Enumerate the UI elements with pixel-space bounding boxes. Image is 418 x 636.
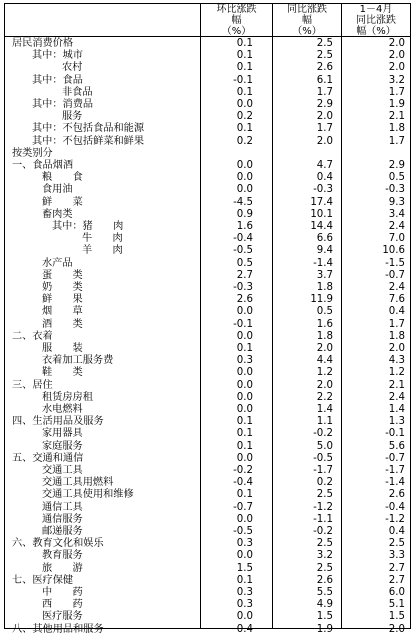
yoy-value: 10.1 bbox=[310, 208, 333, 220]
yoy-value: 0.5 bbox=[316, 306, 333, 318]
row-label: 四、生活用品及服务 bbox=[12, 416, 104, 428]
ytd-value: 1.2 bbox=[388, 367, 405, 379]
mom-value: -4.5 bbox=[233, 196, 253, 208]
mom-value: 0.0 bbox=[236, 391, 253, 403]
header-bottom-border bbox=[4, 36, 410, 37]
ytd-value: 2.0 bbox=[388, 623, 405, 635]
row-label: 水产品 bbox=[42, 257, 73, 269]
row-label: 其中：不包括鲜菜和鲜果 bbox=[32, 135, 145, 147]
table-row bbox=[0, 465, 418, 477]
ytd-value: -0.3 bbox=[385, 184, 405, 196]
ytd-value: 3.4 bbox=[388, 208, 405, 220]
table-row bbox=[0, 514, 418, 526]
table-row bbox=[0, 331, 418, 343]
row-label: 交通工具 bbox=[42, 465, 83, 476]
yoy-value: 2.5 bbox=[316, 538, 333, 550]
ytd-value: 4.3 bbox=[388, 355, 405, 367]
mom-value: -0.5 bbox=[233, 526, 253, 537]
ytd-value: 2.9 bbox=[388, 160, 405, 171]
yoy-value: 2.0 bbox=[316, 343, 333, 354]
row-label: 六、教育文化和娱乐 bbox=[12, 538, 104, 550]
table-row bbox=[0, 209, 418, 221]
table-row bbox=[0, 367, 418, 379]
row-label: 服务 bbox=[62, 111, 83, 123]
row-label: 西 药 bbox=[42, 599, 83, 611]
table-row bbox=[0, 380, 418, 392]
ytd-value: 7.6 bbox=[388, 294, 405, 306]
ytd-value: 9.3 bbox=[388, 196, 405, 208]
header-ytd-line: 同比涨跌 bbox=[356, 14, 396, 26]
ytd-value: 2.0 bbox=[388, 62, 405, 74]
yoy-value: 1.4 bbox=[316, 404, 333, 415]
yoy-value: 2.5 bbox=[316, 489, 333, 501]
header-ytd-line: 幅（%） bbox=[356, 25, 396, 37]
mom-value: 0.3 bbox=[236, 587, 253, 598]
yoy-value: 1.7 bbox=[316, 86, 333, 98]
ytd-value: 2.4 bbox=[388, 221, 405, 232]
table-row bbox=[0, 38, 418, 50]
table-row bbox=[0, 416, 418, 428]
ytd-value: 1.7 bbox=[388, 135, 405, 147]
mom-value: -0.3 bbox=[233, 282, 253, 293]
table-row bbox=[0, 550, 418, 562]
mom-value: 0.1 bbox=[236, 416, 253, 428]
mom-value: 0.0 bbox=[236, 184, 253, 196]
ytd-value: -0.7 bbox=[385, 269, 405, 281]
ytd-value: 2.5 bbox=[388, 538, 405, 550]
row-label: 二、衣着 bbox=[12, 330, 53, 342]
ytd-value: 2.0 bbox=[388, 50, 405, 62]
row-label: 蛋 类 bbox=[42, 269, 83, 281]
row-label: 粮 食 bbox=[42, 172, 83, 184]
row-label: 教育服务 bbox=[42, 550, 83, 562]
row-label: 非食品 bbox=[62, 86, 93, 98]
ytd-value: 2.7 bbox=[388, 562, 405, 574]
table-row bbox=[0, 477, 418, 489]
table-row bbox=[0, 258, 418, 270]
ytd-value: -1.5 bbox=[385, 257, 405, 269]
ytd-value: 2.0 bbox=[388, 343, 405, 354]
mom-value: 0.4 bbox=[236, 623, 253, 635]
row-label: 其中：食品 bbox=[32, 74, 83, 86]
ytd-value: -0.4 bbox=[385, 501, 405, 513]
table-row bbox=[0, 319, 418, 331]
mom-value: 0.0 bbox=[236, 452, 253, 464]
mom-value: 0.1 bbox=[236, 62, 253, 74]
header-mom-line: 幅 bbox=[231, 14, 242, 26]
yoy-value: 0.4 bbox=[316, 172, 333, 184]
mom-value: 0.0 bbox=[236, 513, 253, 525]
header-ytd-line: 1－4月 bbox=[359, 3, 393, 15]
table-row bbox=[0, 172, 418, 184]
table-row bbox=[0, 160, 418, 172]
table-row bbox=[0, 123, 418, 135]
yoy-value: 2.5 bbox=[316, 562, 333, 574]
row-label: 租赁房房租 bbox=[42, 391, 93, 403]
row-label: 酒 类 bbox=[42, 318, 83, 330]
ytd-value: 2.0 bbox=[388, 38, 405, 49]
mom-value: 0.1 bbox=[236, 343, 253, 354]
row-label: 七、医疗保健 bbox=[12, 574, 74, 586]
table-row bbox=[0, 50, 418, 62]
header-mom-line: 环比涨跌 bbox=[216, 3, 257, 15]
ytd-value: -1.2 bbox=[385, 513, 405, 525]
mom-value: 0.5 bbox=[236, 257, 253, 269]
ytd-value: -0.7 bbox=[385, 452, 405, 464]
table-row bbox=[0, 233, 418, 245]
mom-value: 0.0 bbox=[236, 172, 253, 184]
mom-value: 2.6 bbox=[236, 294, 253, 306]
ytd-value: 1.7 bbox=[388, 318, 405, 330]
mom-value: 0.0 bbox=[236, 330, 253, 342]
table-row bbox=[0, 502, 418, 514]
header-mom bbox=[201, 4, 272, 36]
yoy-value: 2.6 bbox=[316, 62, 333, 74]
header-yoy-line: 幅 bbox=[302, 14, 312, 26]
table-row bbox=[0, 282, 418, 294]
row-label: 其中：不包括食品和能源 bbox=[32, 123, 145, 135]
mom-value: -0.7 bbox=[233, 501, 253, 513]
mom-value: 1.6 bbox=[236, 221, 253, 232]
row-label: 其中：消费品 bbox=[32, 99, 94, 110]
yoy-value: 1.7 bbox=[316, 123, 333, 135]
row-label: 中 药 bbox=[42, 587, 83, 598]
row-label: 畜肉类 bbox=[42, 208, 73, 220]
mom-value: -0.2 bbox=[233, 465, 253, 476]
table-row bbox=[0, 136, 418, 148]
yoy-value: 2.9 bbox=[316, 99, 333, 110]
yoy-value: -0.2 bbox=[313, 526, 333, 537]
row-label: 家庭服务 bbox=[42, 440, 83, 452]
mom-value: 0.0 bbox=[236, 99, 253, 110]
mom-value: -0.4 bbox=[233, 233, 253, 245]
ytd-value: 1.7 bbox=[388, 86, 405, 98]
ytd-value: 0.5 bbox=[388, 172, 405, 184]
ytd-value: 1.8 bbox=[388, 123, 405, 135]
mom-value: 0.0 bbox=[236, 550, 253, 562]
table-row bbox=[0, 538, 418, 550]
mom-value: 0.9 bbox=[236, 208, 253, 220]
mom-value: 2.7 bbox=[236, 269, 253, 281]
table-row bbox=[0, 428, 418, 440]
mom-value: 0.1 bbox=[236, 440, 253, 452]
ytd-value: 2.6 bbox=[388, 489, 405, 501]
ytd-value: 6.0 bbox=[388, 587, 405, 598]
row-label: 八、其他用品和服务 bbox=[12, 623, 104, 635]
row-label: 服 装 bbox=[42, 343, 83, 354]
table-row bbox=[0, 563, 418, 575]
mom-value: 0.0 bbox=[236, 306, 253, 318]
row-label: 三、居住 bbox=[12, 379, 53, 391]
ytd-value: 2.4 bbox=[388, 391, 405, 403]
mom-value: 0.1 bbox=[236, 574, 253, 586]
ytd-value: 1.3 bbox=[388, 416, 405, 428]
yoy-value: 6.1 bbox=[316, 74, 333, 86]
yoy-value: 1.1 bbox=[316, 416, 333, 428]
table-row bbox=[0, 221, 418, 233]
table-row bbox=[0, 184, 418, 196]
yoy-value: 2.5 bbox=[316, 38, 333, 49]
row-label: 牛 肉 bbox=[82, 233, 123, 245]
row-label: 食用油 bbox=[42, 184, 73, 196]
mom-value: -0.1 bbox=[233, 318, 253, 330]
row-label: 按类别分 bbox=[12, 147, 53, 159]
mom-value: -0.4 bbox=[233, 477, 253, 489]
table-row bbox=[0, 148, 418, 160]
yoy-value: 11.9 bbox=[310, 294, 333, 306]
mom-value: 0.0 bbox=[236, 367, 253, 379]
row-label: 鲜 菜 bbox=[42, 196, 83, 208]
row-label: 通信工具 bbox=[42, 501, 83, 513]
yoy-value: 2.6 bbox=[316, 574, 333, 586]
yoy-value: 1.2 bbox=[316, 367, 333, 379]
mom-value: 0.3 bbox=[236, 355, 253, 367]
row-label: 医疗服务 bbox=[42, 611, 83, 623]
header-mom-line: （%） bbox=[221, 25, 252, 37]
table-row bbox=[0, 294, 418, 306]
header-yoy-line: 同比涨跌 bbox=[287, 3, 327, 15]
yoy-value: 1.8 bbox=[316, 330, 333, 342]
table-row bbox=[0, 611, 418, 623]
mom-value: 0.3 bbox=[236, 599, 253, 611]
row-label: 鞋 类 bbox=[42, 367, 83, 379]
table-row bbox=[0, 111, 418, 123]
row-label: 其中：城市 bbox=[32, 50, 83, 62]
mom-value: 0.0 bbox=[236, 160, 253, 171]
ytd-value: 3.2 bbox=[388, 74, 405, 86]
yoy-value: 5.0 bbox=[316, 440, 333, 452]
mom-value: 0.1 bbox=[236, 489, 253, 501]
row-label: 交通工具用燃料 bbox=[42, 477, 114, 489]
ytd-value: 2.4 bbox=[388, 282, 405, 293]
row-label: 一、食品烟酒 bbox=[12, 160, 74, 171]
table-row bbox=[0, 197, 418, 209]
table-row bbox=[0, 99, 418, 111]
mom-value: 0.1 bbox=[236, 38, 253, 49]
table-row bbox=[0, 87, 418, 99]
yoy-value: -0.3 bbox=[313, 184, 333, 196]
table-row bbox=[0, 343, 418, 355]
ytd-value: 10.6 bbox=[382, 245, 405, 257]
ytd-value: 1.8 bbox=[388, 330, 405, 342]
yoy-value: 2.2 bbox=[316, 391, 333, 403]
yoy-value: 1.5 bbox=[316, 611, 333, 623]
yoy-value: 2.0 bbox=[316, 379, 333, 391]
yoy-value: 3.2 bbox=[316, 550, 333, 562]
table-row bbox=[0, 245, 418, 257]
ytd-value: 0.4 bbox=[388, 306, 405, 318]
ytd-value: 5.6 bbox=[388, 440, 405, 452]
yoy-value: -1.4 bbox=[313, 257, 333, 269]
table-row bbox=[0, 270, 418, 282]
mom-value: -0.5 bbox=[233, 245, 253, 257]
yoy-value: 6.6 bbox=[316, 233, 333, 245]
mom-value: 0.0 bbox=[236, 379, 253, 391]
yoy-value: 2.0 bbox=[316, 111, 333, 123]
mom-value: 1.5 bbox=[236, 562, 253, 574]
yoy-value: 4.9 bbox=[316, 599, 333, 611]
mom-value: -0.1 bbox=[233, 74, 253, 86]
table-row bbox=[0, 599, 418, 611]
yoy-value: 14.4 bbox=[310, 221, 333, 232]
row-label: 五、交通和通信 bbox=[12, 452, 84, 464]
yoy-value: 3.7 bbox=[316, 269, 333, 281]
row-label: 旅 游 bbox=[42, 562, 83, 574]
table-row bbox=[0, 441, 418, 453]
yoy-value: 0.2 bbox=[316, 477, 333, 489]
ytd-value: -0.1 bbox=[385, 428, 405, 440]
table-row bbox=[0, 453, 418, 465]
ytd-value: 5.1 bbox=[388, 599, 405, 611]
ytd-value: 2.1 bbox=[388, 111, 405, 123]
row-label: 邮递服务 bbox=[42, 526, 83, 537]
table-row bbox=[0, 489, 418, 501]
row-label: 通信服务 bbox=[42, 513, 83, 525]
table-row bbox=[0, 392, 418, 404]
mom-value: 0.1 bbox=[236, 86, 253, 98]
yoy-value: 1.9 bbox=[316, 623, 333, 635]
mom-value: 0.1 bbox=[236, 428, 253, 440]
mom-value: 0.2 bbox=[236, 111, 253, 123]
yoy-value: -0.5 bbox=[313, 452, 333, 464]
mom-value: 0.1 bbox=[236, 50, 253, 62]
table-row bbox=[0, 75, 418, 87]
row-label: 居民消费价格 bbox=[12, 38, 74, 49]
table-row bbox=[0, 526, 418, 538]
ytd-value: 7.0 bbox=[388, 233, 405, 245]
row-label: 家用器具 bbox=[42, 428, 83, 440]
ytd-value: 3.3 bbox=[388, 550, 405, 562]
row-label: 其中：猪 肉 bbox=[52, 221, 124, 232]
ytd-value: -1.4 bbox=[385, 477, 405, 489]
yoy-value: 2.5 bbox=[316, 50, 333, 62]
ytd-value: 2.1 bbox=[388, 379, 405, 391]
yoy-value: -1.2 bbox=[313, 501, 333, 513]
yoy-value: -1.1 bbox=[313, 513, 333, 525]
table-row bbox=[0, 575, 418, 587]
row-label: 衣着加工服务费 bbox=[42, 355, 114, 367]
header-yoy bbox=[273, 4, 341, 36]
ytd-value: 2.7 bbox=[388, 574, 405, 586]
row-label: 水电燃料 bbox=[42, 404, 83, 415]
table-row bbox=[0, 587, 418, 599]
ytd-value: 0.4 bbox=[388, 526, 405, 537]
yoy-value: -0.2 bbox=[313, 428, 333, 440]
mom-value: 0.0 bbox=[236, 404, 253, 415]
row-label: 鲜 果 bbox=[42, 294, 83, 306]
mom-value: 0.3 bbox=[236, 538, 253, 550]
row-label: 烟 草 bbox=[42, 306, 83, 318]
table-row bbox=[0, 62, 418, 74]
table-row bbox=[0, 306, 418, 318]
ytd-value: 1.5 bbox=[388, 611, 405, 623]
table-row bbox=[0, 355, 418, 367]
header-ytd bbox=[342, 4, 410, 36]
row-label: 奶 类 bbox=[42, 282, 83, 293]
yoy-value: 4.4 bbox=[316, 355, 333, 367]
yoy-value: 1.8 bbox=[316, 282, 333, 293]
ytd-value: 1.9 bbox=[388, 99, 405, 110]
ytd-value: 1.4 bbox=[388, 404, 405, 415]
yoy-value: 2.0 bbox=[316, 135, 333, 147]
header-yoy-line: （%） bbox=[292, 25, 322, 37]
mom-value: 0.2 bbox=[236, 135, 253, 147]
row-label: 农村 bbox=[62, 62, 83, 74]
yoy-value: 4.7 bbox=[316, 160, 333, 171]
yoy-value: 5.5 bbox=[316, 587, 333, 598]
ytd-value: -1.7 bbox=[385, 465, 405, 476]
row-label: 羊 肉 bbox=[82, 245, 123, 257]
yoy-value: 9.4 bbox=[316, 245, 333, 257]
yoy-value: 17.4 bbox=[310, 196, 333, 208]
table-row bbox=[0, 404, 418, 416]
row-label: 交通工具使用和维修 bbox=[42, 489, 134, 501]
mom-value: 0.0 bbox=[236, 611, 253, 623]
yoy-value: 1.6 bbox=[316, 318, 333, 330]
yoy-value: -1.7 bbox=[313, 465, 333, 476]
table-row bbox=[0, 624, 418, 636]
mom-value: 0.1 bbox=[236, 123, 253, 135]
